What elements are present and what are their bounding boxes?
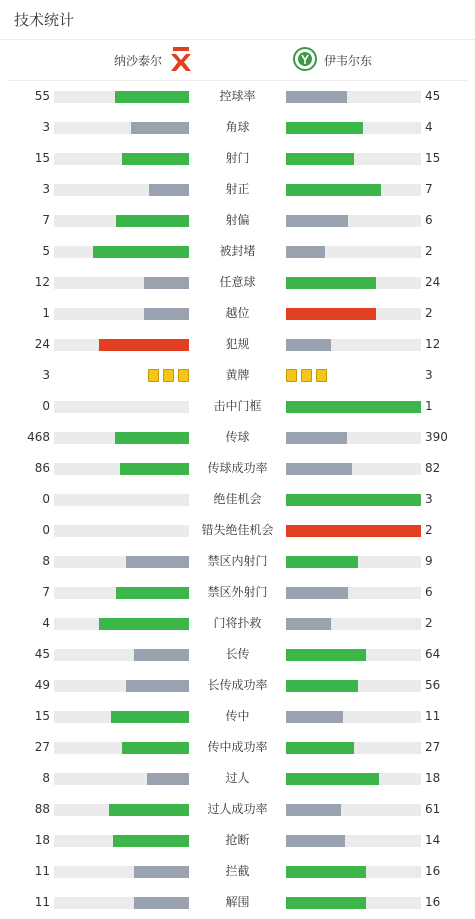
away-value: 6 — [425, 585, 433, 599]
home-bar-track — [54, 246, 189, 258]
home-value: 8 — [42, 771, 50, 785]
stat-row — [0, 205, 475, 236]
away-bar-fill — [286, 618, 331, 630]
away-bar-fill — [286, 153, 354, 165]
home-value: 4 — [42, 616, 50, 630]
away-bar-track — [286, 463, 421, 475]
stat-label: 传球 — [225, 430, 250, 444]
home-bar-fill — [116, 215, 189, 227]
away-value: 14 — [425, 833, 441, 847]
home-value: 15 — [34, 709, 50, 723]
away-bar-track — [286, 494, 421, 506]
away-bar-track — [286, 680, 421, 692]
stat-row — [0, 422, 475, 453]
home-bar-track — [54, 649, 189, 661]
home-bar-fill — [109, 804, 189, 816]
away-value: 27 — [425, 740, 441, 754]
home-bar-fill — [134, 866, 189, 878]
home-bar-track — [54, 525, 189, 537]
away-value: 18 — [425, 771, 441, 785]
away-bar-fill — [286, 432, 347, 444]
home-value: 7 — [42, 585, 50, 599]
stat-label: 传中成功率 — [207, 740, 268, 754]
away-value: 45 — [425, 89, 441, 103]
away-bar-track — [286, 153, 421, 165]
away-bar-track — [286, 215, 421, 227]
home-bar-track — [54, 556, 189, 568]
stat-row — [0, 732, 475, 763]
away-bar-fill — [286, 742, 354, 754]
away-value: 9 — [425, 554, 433, 568]
home-value: 3 — [42, 120, 50, 134]
stat-row — [0, 143, 475, 174]
away-bar-track — [286, 556, 421, 568]
stat-label: 拦截 — [225, 864, 250, 878]
stat-row — [0, 856, 475, 887]
stat-row — [0, 887, 475, 918]
away-bar-fill — [286, 184, 381, 196]
away-bar-fill — [286, 339, 331, 351]
away-bar-fill — [286, 804, 341, 816]
stat-row — [0, 81, 475, 112]
stat-label: 绝佳机会 — [213, 492, 262, 506]
stat-label: 越位 — [225, 306, 250, 320]
stat-label: 传中 — [225, 709, 250, 723]
home-bar-track — [54, 153, 189, 165]
away-bar-track — [286, 339, 421, 351]
stat-label: 角球 — [225, 120, 250, 134]
away-bar-track — [286, 711, 421, 723]
home-bar-track — [54, 680, 189, 692]
stat-label: 射偏 — [225, 213, 250, 227]
stat-row — [0, 298, 475, 329]
home-bar-track — [54, 866, 189, 878]
home-bar-track — [54, 277, 189, 289]
away-bar-track — [286, 587, 421, 599]
home-value: 0 — [42, 492, 50, 506]
away-bar-fill — [286, 587, 348, 599]
stat-row — [0, 329, 475, 360]
stat-label: 过人成功率 — [207, 802, 268, 816]
away-bar-fill — [286, 711, 343, 723]
away-bar-track — [286, 866, 421, 878]
home-value: 12 — [34, 275, 50, 289]
home-bar-track — [54, 897, 189, 909]
away-value: 4 — [425, 120, 433, 134]
home-bar-track — [54, 587, 189, 599]
home-bar-fill — [134, 649, 189, 661]
home-value: 7 — [42, 213, 50, 227]
stat-label: 犯规 — [225, 337, 250, 351]
home-team-logo-icon — [168, 46, 194, 75]
away-value: 2 — [425, 306, 433, 320]
home-bar-fill — [144, 308, 189, 320]
away-value: 2 — [425, 616, 433, 630]
yellow-card-icon — [163, 369, 174, 382]
away-bar-track — [286, 277, 421, 289]
away-bar-track — [286, 649, 421, 661]
home-bar-fill — [111, 711, 189, 723]
home-value: 55 — [34, 89, 50, 103]
stat-row — [0, 701, 475, 732]
home-bar-track — [54, 742, 189, 754]
stat-row — [0, 763, 475, 794]
stat-row — [0, 546, 475, 577]
home-bar-fill — [131, 122, 189, 134]
home-bar-fill — [120, 463, 189, 475]
home-bar-track — [54, 804, 189, 816]
away-value: 1 — [425, 399, 433, 413]
stat-label: 任意球 — [219, 275, 256, 289]
away-bar-track — [286, 122, 421, 134]
home-bar-track — [54, 215, 189, 227]
stat-label: 射正 — [225, 182, 250, 196]
away-bar-fill — [286, 463, 352, 475]
away-bar-track — [286, 246, 421, 258]
away-value: 7 — [425, 182, 433, 196]
away-value: 16 — [425, 864, 441, 878]
home-bar-track — [54, 618, 189, 630]
away-bar-fill — [286, 649, 366, 661]
away-value: 390 — [425, 430, 448, 444]
away-value: 61 — [425, 802, 441, 816]
home-bar-fill — [134, 897, 189, 909]
away-bar-fill — [286, 494, 421, 506]
away-team[interactable] — [292, 40, 372, 80]
away-value: 24 — [425, 275, 441, 289]
away-bar-fill — [286, 401, 421, 413]
home-value: 88 — [34, 802, 50, 816]
stat-label: 控球率 — [219, 89, 256, 103]
home-bar-track — [54, 835, 189, 847]
stat-label: 门将扑救 — [213, 616, 262, 630]
home-value: 8 — [42, 554, 50, 568]
away-bar-track — [286, 835, 421, 847]
home-value: 24 — [34, 337, 50, 351]
home-bar-fill — [122, 153, 190, 165]
yellow-card-icon — [301, 369, 312, 382]
stat-row — [0, 670, 475, 701]
stat-row — [0, 267, 475, 298]
home-value: 27 — [34, 740, 50, 754]
away-bar-track — [286, 618, 421, 630]
home-value: 3 — [42, 368, 50, 382]
home-bar-track — [54, 432, 189, 444]
home-team[interactable] — [114, 40, 194, 80]
home-bar-fill — [115, 432, 189, 444]
home-value: 1 — [42, 306, 50, 320]
home-bar-track — [54, 308, 189, 320]
stat-row — [0, 174, 475, 205]
away-bar-track — [286, 401, 421, 413]
stat-label: 传球成功率 — [207, 461, 268, 475]
away-value: 82 — [425, 461, 441, 475]
yellow-card-icon — [148, 369, 159, 382]
stat-label: 射门 — [225, 151, 250, 165]
away-value: 3 — [425, 492, 433, 506]
home-value: 0 — [42, 523, 50, 537]
stat-row — [0, 515, 475, 546]
stat-label: 禁区内射门 — [207, 554, 268, 568]
away-value: 11 — [425, 709, 441, 723]
home-value: 11 — [34, 864, 50, 878]
stat-label: 击中门框 — [213, 399, 262, 413]
home-value: 45 — [34, 647, 50, 661]
home-bar-track — [54, 463, 189, 475]
home-bar-fill — [122, 742, 190, 754]
away-bar-track — [286, 525, 421, 537]
away-bar-fill — [286, 215, 348, 227]
home-value: 0 — [42, 399, 50, 413]
away-bar-fill — [286, 246, 325, 258]
home-bar-track — [54, 122, 189, 134]
teams-header — [8, 40, 467, 81]
stat-label: 过人 — [225, 771, 250, 785]
away-bar-fill — [286, 556, 358, 568]
away-team-name: 伊韦尔东 — [324, 53, 373, 68]
home-bar-track — [54, 494, 189, 506]
away-value: 12 — [425, 337, 441, 351]
stat-label: 错失绝佳机会 — [201, 523, 274, 537]
stat-row — [0, 360, 475, 391]
stat-label: 禁区外射门 — [207, 585, 268, 599]
away-bar-fill — [286, 91, 347, 103]
stats-list — [0, 81, 475, 918]
away-bar-fill — [286, 525, 421, 537]
stat-label: 黄牌 — [225, 368, 250, 382]
home-bar-fill — [115, 91, 189, 103]
home-bar-track — [54, 401, 189, 413]
home-bar-fill — [126, 556, 189, 568]
home-bar-track — [54, 91, 189, 103]
home-value: 15 — [34, 151, 50, 165]
home-bar-track — [54, 339, 189, 351]
home-bar-track — [54, 184, 189, 196]
stat-row — [0, 112, 475, 143]
home-value: 3 — [42, 182, 50, 196]
yellow-card-icon — [316, 369, 327, 382]
stat-label: 被封堵 — [219, 244, 256, 258]
home-bar-fill — [99, 339, 189, 351]
page-title: 技术统计 — [14, 11, 75, 29]
away-yellow-cards — [286, 369, 327, 382]
away-bar-track — [286, 184, 421, 196]
home-bar-fill — [93, 246, 189, 258]
stat-row — [0, 825, 475, 856]
away-bar-track — [286, 91, 421, 103]
away-bar-track — [286, 308, 421, 320]
away-bar-fill — [286, 897, 366, 909]
stat-label: 抢断 — [225, 833, 250, 847]
stats-header — [0, 0, 475, 40]
away-bar-fill — [286, 680, 358, 692]
away-value: 2 — [425, 244, 433, 258]
home-value: 11 — [34, 895, 50, 909]
away-bar-track — [286, 432, 421, 444]
away-value: 16 — [425, 895, 441, 909]
stat-row — [0, 453, 475, 484]
away-value: 15 — [425, 151, 441, 165]
away-bar-track — [286, 804, 421, 816]
away-value: 6 — [425, 213, 433, 227]
home-value: 5 — [42, 244, 50, 258]
home-bar-fill — [126, 680, 189, 692]
stat-row — [0, 391, 475, 422]
home-bar-fill — [116, 587, 189, 599]
away-bar-fill — [286, 866, 366, 878]
stat-label: 长传成功率 — [207, 678, 268, 692]
stat-label: 长传 — [225, 647, 250, 661]
away-bar-fill — [286, 122, 363, 134]
home-bar-track — [54, 711, 189, 723]
home-value: 86 — [34, 461, 50, 475]
away-value: 56 — [425, 678, 441, 692]
stat-row — [0, 577, 475, 608]
away-value: 64 — [425, 647, 441, 661]
away-value: 2 — [425, 523, 433, 537]
home-bar-fill — [144, 277, 189, 289]
home-yellow-cards — [148, 369, 189, 382]
stat-row — [0, 236, 475, 267]
away-bar-track — [286, 897, 421, 909]
away-bar-fill — [286, 308, 376, 320]
away-bar-fill — [286, 773, 379, 785]
away-bar-track — [286, 742, 421, 754]
yellow-card-icon — [178, 369, 189, 382]
home-value: 18 — [34, 833, 50, 847]
away-value: 3 — [425, 368, 433, 382]
away-bar-fill — [286, 277, 376, 289]
away-bar-track — [286, 773, 421, 785]
away-team-logo-icon — [292, 46, 318, 75]
stat-label: 解围 — [225, 895, 250, 909]
home-team-name: 纳沙泰尔 — [114, 53, 163, 68]
away-bar-fill — [286, 835, 345, 847]
home-bar-track — [54, 773, 189, 785]
home-value: 49 — [34, 678, 50, 692]
stat-row — [0, 608, 475, 639]
stat-row — [0, 794, 475, 825]
home-value: 468 — [27, 430, 50, 444]
stat-row — [0, 484, 475, 515]
yellow-card-icon — [286, 369, 297, 382]
home-bar-fill — [113, 835, 189, 847]
home-bar-fill — [149, 184, 190, 196]
home-bar-fill — [147, 773, 189, 785]
stat-row — [0, 639, 475, 670]
home-bar-fill — [99, 618, 189, 630]
